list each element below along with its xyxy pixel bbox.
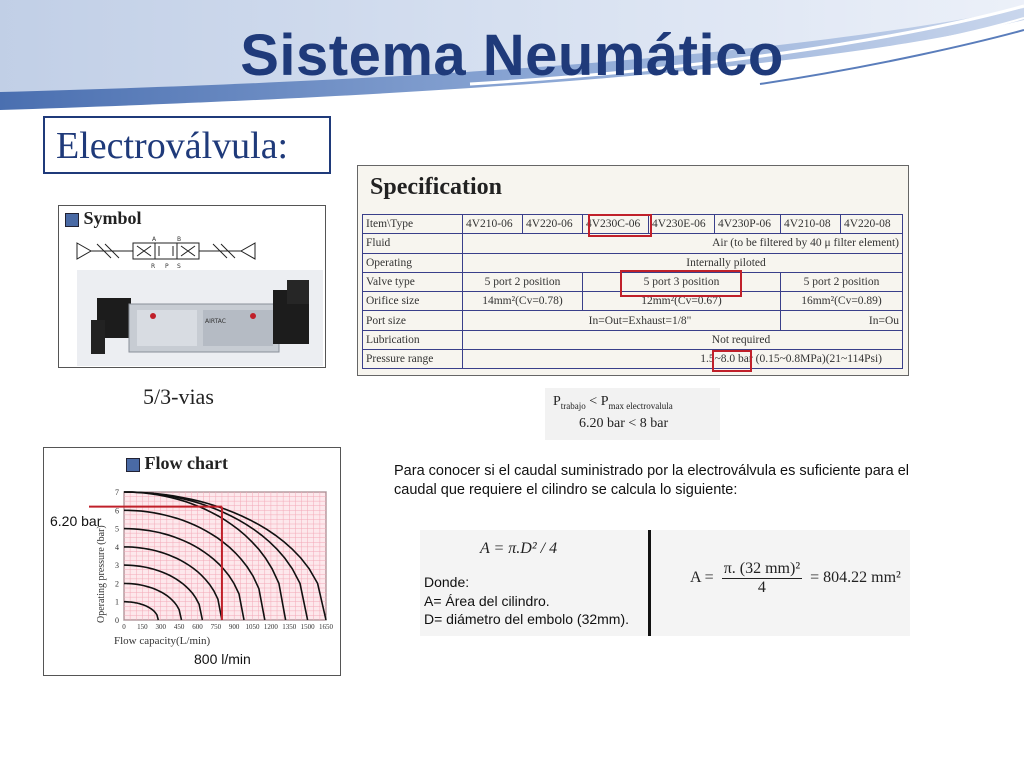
table-cell: Valve type [363,272,463,291]
highlight-model [588,214,652,237]
table-cell: Item\Type [363,215,463,234]
table-cell: Internally piloted [463,253,903,272]
area-definition: A= Área del cilindro. [424,593,550,609]
specification-panel [357,165,909,376]
y-tick-label: 6 [115,506,119,516]
table-cell: 5 port 2 position [781,272,903,291]
y-tick-label: 5 [115,524,119,534]
x-tick-label: 1500 [300,623,315,631]
table-cell: Not required [463,330,903,349]
table-cell: Lubrication [363,330,463,349]
symbol-heading [65,208,142,229]
spec-heading: Specification [370,174,502,200]
table-cell: 4V210-08 [781,215,841,234]
table-cell: Orifice size [363,292,463,311]
x-tick-label: 1200 [263,623,278,631]
table-cell: 4V210-06 [463,215,523,234]
pressure-annotation: 6.20 bar [50,513,102,529]
table-cell: 16mm²(Cv=0.89) [781,292,903,311]
explanation-text: Para conocer si el caudal suministrado por la electroválvula es suficiente para el caudal que requiere el cilindro se calcula lo siguiente: [394,463,910,498]
slide-title: Sistema Neumático [240,23,784,88]
table-cell: 4V230C-06 [583,215,649,234]
port-letter-s: S [177,263,181,270]
port-letter-p: P [165,263,169,270]
area-formula-right: A = $\frac{\text{π. (32 mm)²}}{4}$ = 804.22 mm² [690,560,901,596]
x-tick-label: 150 [137,623,148,631]
pressure-values: 6.20 bar < 8 bar [579,416,669,431]
table-cell: 14mm²(Cv=0.78) [463,292,583,311]
table-cell: 12mm²(Cv=0.67) [583,292,781,311]
slide-subtitle: Electroválvula: [56,125,289,167]
flow-annotation: 800 l/min [194,651,251,667]
area-formula-left: A = π.D² / 4 [480,540,558,557]
flow-chart-panel [43,447,341,676]
table-cell: In=Out=Exhaust=1/8" [463,311,781,330]
port-letter-b: B [177,236,182,243]
x-tick-label: 450 [173,623,185,631]
valve-type-caption: 5/3-vias [143,384,214,409]
y-tick-label: 0 [115,616,119,625]
table-cell: Port size [363,311,463,330]
table-cell: Air (to be filtered by 40 μ filter element) [463,234,903,253]
port-letter-r: R [151,263,156,270]
valve-brand-label: AIRTAC [205,318,226,325]
table-cell: 1.5~8.0 bar (0.15~0.8MPa)(21~114Psi) [463,350,903,369]
table-cell: 5 port 3 position [583,272,781,291]
x-tick-label: 0 [122,623,126,631]
bullet-icon [65,213,79,227]
y-tick-label: 3 [115,561,119,571]
table-cell: 4V220-06 [523,215,583,234]
table-row [363,311,903,330]
x-axis-label: Flow capacity(L/min) [114,635,211,647]
valve-photo [77,270,323,366]
formula-divider [648,530,651,636]
table-cell: 4V220-08 [841,215,903,234]
x-tick-label: 900 [228,623,240,631]
x-tick-label: 300 [155,623,166,631]
valve-symbol-diagram [73,232,318,270]
y-tick-label: 2 [115,579,119,589]
flow-chart [44,448,341,676]
chart-grid [124,492,326,620]
port-letter-a: A [152,236,157,243]
table-cell: 4V230E-06 [649,215,715,234]
table-cell: 5 port 2 position [463,272,583,291]
table-row [363,330,903,349]
table-row [363,350,903,369]
symbol-heading-text: Symbol [83,208,142,228]
table-cell: Fluid [363,234,463,253]
flow-chart-heading-text: Flow chart [144,453,228,473]
x-tick-label: 1350 [282,623,297,631]
table-cell: Pressure range [363,350,463,369]
x-tick-label: 600 [192,623,203,631]
y-tick-label: 1 [115,597,119,607]
highlight-valve-type [620,270,742,297]
y-axis-label: Operating pressure (bar) [96,525,107,623]
pressure-condition [545,388,720,440]
table-cell: Operating [363,253,463,272]
y-tick-label: 7 [115,488,119,497]
x-tick-label: 1050 [245,623,260,631]
highlight-pressure [712,350,752,372]
diameter-definition: D= diámetro del embolo (32mm). [424,611,630,627]
x-tick-label: 750 [210,623,222,631]
y-tick-label: 4 [115,542,119,552]
x-tick-label: 1650 [319,623,333,631]
symbol-panel [58,205,326,368]
table-cell: In=Ou [781,311,903,330]
pressure-inequality: $P_{trabajo} < P_{max electrovalula}$ [553,394,673,411]
donde-label: Donde: [424,574,470,590]
area-formula-panel [420,530,910,636]
table-cell: 4V230P-06 [715,215,781,234]
